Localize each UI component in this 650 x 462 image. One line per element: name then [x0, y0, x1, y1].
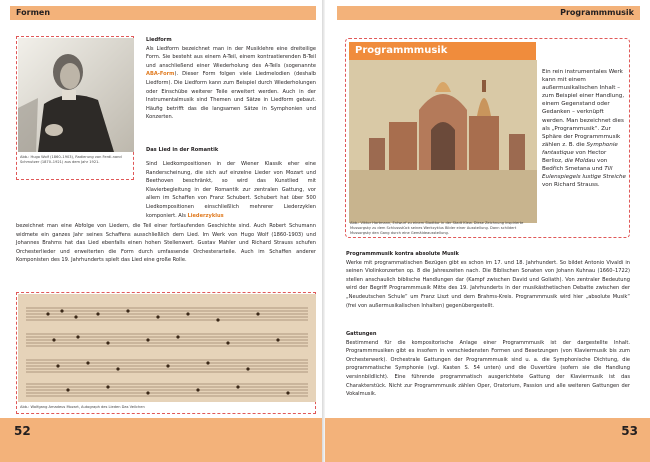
kontra-title: Programmmusik kontra absolute Musik [346, 251, 459, 257]
liedform-section [146, 36, 316, 122]
box-text-a: Ein rein instrumentales Werk kann mit einem außermusikalischen Inhalt – zum Beispiel einer Handlung, einem Gegenstand oder Gedanken – verknüpft werden. Man bezeichnet dies als „Programmusik“. Zur Sphäre der Programmmusik zählen z. B. die [542, 69, 625, 148]
liederzyklus-highlight: Liederzyklus [187, 212, 224, 219]
kontra-text: Werke mit programmatischen Bezügen gibt es schon im 17. und 18. Jahrhundert. So bildet Antonio Vivaldi in seinen Violinkonzerten op. 8 die Jahreszeiten nach. Die Biblischen Sonaten von Johann Kuhnau (1660–1722) stellen anschaulich biblische Handlungen dar (Kampf zwischen David und Goliath). Von zentraler Bedeutung wird der Begriff Programmmusik Mitte des 19. Jahrhunderts in der musikästhetischen Debatte zwischen der „Neudeutschen Schule“ um Franz Liszt und dem Brahms-Kreis. Programmmusik wird hier „absolute Musik“ (frei von außermusikalischen Inhalten) gegenübergestellt. [346, 259, 630, 309]
liedform-text-cont: ). Dieser Form folgen viele Liedmelodien (deshalb Liedform). Die Liedform kann zum Beispiel durch Wiederholungen oder Einschübe weiterer Teile erweitert werden. Auch in der Instrumentalmusik sind Themen und Sätze in Liedform gebaut. Häufig betrifft das die langsamen Sätze in Symphonien und Konzerten. [146, 71, 316, 121]
kontra-section [346, 250, 630, 310]
romantik-text: Sind Liedkompositionen in der Wiener Klassik eher eine Randerscheinung, die sich auf einzelne Lieder von Mozart und Beethoven beschränkt, so wird das Kunstlied mit Klavierbegleitung in der Romantik zur zentralen Gattung, vor allem im Schaffen von Franz Schubert. Schubert hat über 500 Liedkompositionen einschließlich mehrerer Liederzyklen komponiert. Als [146, 161, 316, 219]
right-page-number: 53 [621, 424, 638, 438]
box-side-text [542, 68, 626, 189]
right-footer-bar [325, 418, 650, 462]
gattungen-title: Gattungen [346, 331, 377, 337]
box-text-d: von Richard Strauss. [542, 182, 600, 189]
city-gate-drawing [349, 60, 537, 223]
box-text-c: von Bedřich Smetana und [542, 158, 608, 173]
manuscript-caption: Abb.: Wolfgang Amadeus Mozart, Autograph des Lieden Das Veilchen [20, 405, 145, 409]
liedform-text: Als Liedform bezeichnet man in der Musiklehre eine dreiteilige Form. Sie besteht aus einem A-Teil, einem kontrastierenden B-Teil und anschließend einer Wiederholung des A-Teils (sogenannte [146, 45, 316, 69]
programmmusik-box-title: Programmmusik [349, 42, 536, 60]
romantik-body [146, 160, 316, 220]
left-footer-bar [0, 418, 325, 462]
left-page-number: 52 [14, 424, 31, 438]
romantik-section-top [146, 146, 316, 155]
manuscript-photo-frame [16, 292, 316, 414]
box-text-b: von Hector Berlioz, [542, 149, 607, 165]
gattungen-text: Bestimmend für die kompositorische Anlage einer Programmmusik ist der dargestellte Inhalt. Programmmusiken gibt es insofern in verschiedensten Formen und Besetzungen (von Klaviermusik bis zum Orchesterwerk). Orchestrale Gattungen der Programmmusik sind u. a. die Symphonische Dichtung, die programmatische Symphonie (vgl. Kasten S. 54 unten) und die Ouvertüre (sofern sie die Handlung versinnbildlicht). Eine führende programmatisch ausgerichtete Gattung der Klaviermusik ist das Charakterstück. Nicht zur Programmmusik zählen Oper, Oratorium, Passion und alle weiteren Gattungen der Vokalmusik. [346, 339, 630, 398]
romantik-body-full [16, 222, 316, 265]
portrait-photo-frame [16, 36, 134, 180]
liedform-title: Liedform [146, 37, 172, 43]
portrait-photo [18, 38, 134, 152]
city-gate-caption: Abb.: Viktor Hartmann, Entwurf zu einem Stadttor in der Stadt Kiew. Diese Zeichnung inspirierte Mussorgsky zu dem Schlussstück seines Werkzyklus Bilder einer Ausstellung. Dann schildert Mussorgsky den Gang durch eine Gemäldeausstellung. [350, 221, 524, 235]
romantik-title: Das Lied in der Romantik [146, 147, 219, 153]
box-italic-2: die Moldau [564, 158, 596, 165]
right-running-header: Programmmusik [337, 6, 640, 20]
aba-form-highlight: ABA-Form [146, 71, 175, 78]
box-italic-3: Till Eulenspiegels lustige Streiche [542, 166, 626, 181]
portrait-caption: Abb.: Hugo Wolf (1860–1903), Radierung von Ferdi-nand Schmutzer (1870–1921) aus dem Jahr 1921. [20, 155, 122, 164]
manuscript-photo [18, 294, 316, 402]
romantik-text-cont: bezeichnet man eine Abfolge von Liedern, die Teil einer fortlaufenden Geschichte sind. Auch Robert Schumann widmete ein ganzes Jahr seines Schaffens ausschließlich dem Lied. Im Werk von Hugo Wolf (1860-1903) und Johannes Brahms hat das Lied ebenfalls einen hohen Stellenwert. Gustav Mahler und Richard Strauss schufen Orchesterlieder und erweiterten die Form durch umfassende Orchesterarteile. Auch im Schaffen anderer Komponisten des 19. Jahrhunderts spielt das Lied eine große Rolle. [16, 223, 316, 264]
gattungen-section [346, 330, 630, 399]
left-running-header: Formen [10, 6, 316, 20]
box-italic-1: Symphonie fantastique [542, 141, 618, 156]
